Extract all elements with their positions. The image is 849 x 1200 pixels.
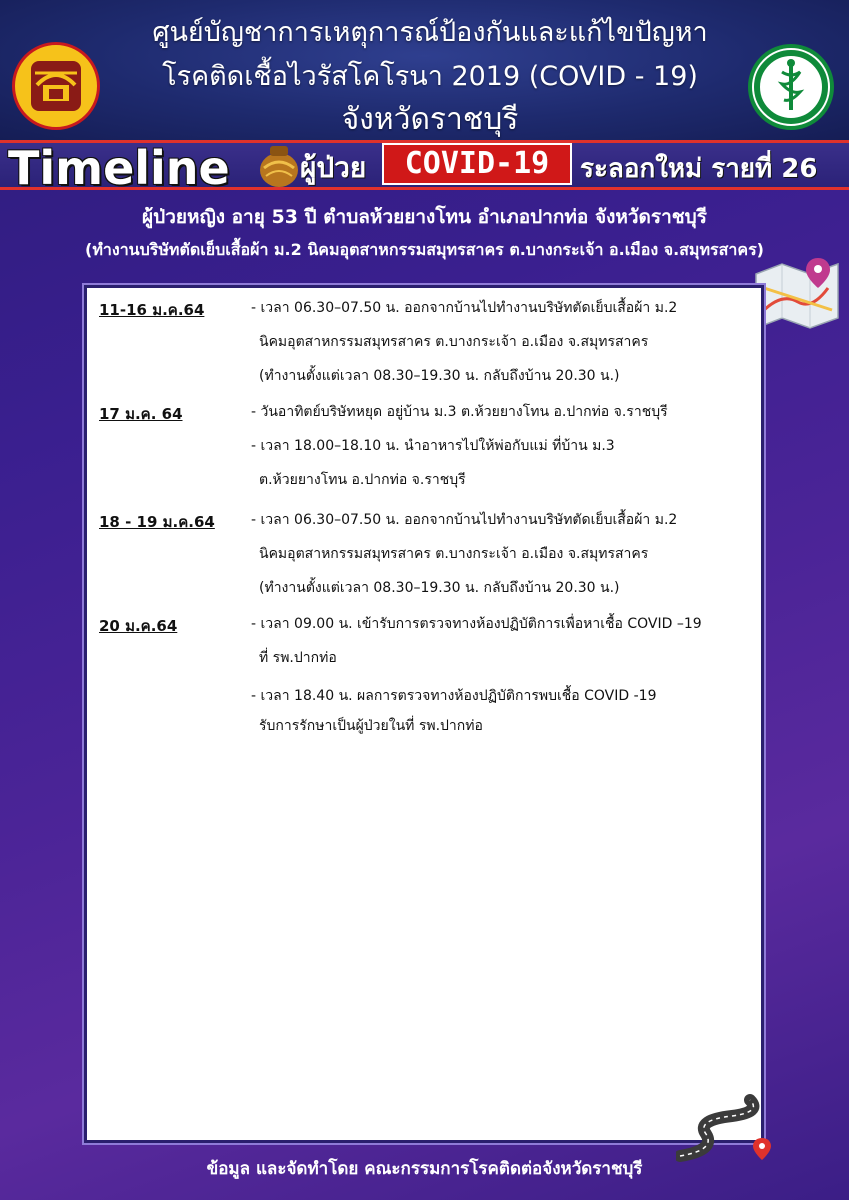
- covid-badge: COVID-19: [382, 143, 572, 185]
- timeline-detail: - เวลา 18.00–18.10 น. นำอาหารไปให้พ่อกับแม่ ที่บ้าน ม.3: [251, 438, 615, 454]
- timeline-date: 17 ม.ค. 64: [99, 405, 183, 423]
- page-header: [0, 0, 849, 140]
- timeline-date: 18 - 19 ม.ค.64: [99, 513, 215, 531]
- timeline-heading: Timeline: [8, 141, 230, 195]
- patient-workplace: (ทำงานบริษัทตัดเย็บเสื้อผ้า ม.2 นิคมอุตสาหกรรมสมุทรสาคร ต.บางกระเจ้า อ.เมือง จ.สมุทรสาคร): [85, 240, 764, 259]
- timeline-detail: รับการรักษาเป็นผู้ป่วยในที่ รพ.ปากท่อ: [259, 718, 483, 734]
- footer-credit: ข้อมูล และจัดทำโดย คณะกรรมการโรคติดต่อจังหวัดราชบุรี: [206, 1159, 643, 1179]
- timeline-detail: ต.ห้วยยางโทน อ.ปากท่อ จ.ราชบุรี: [259, 472, 466, 488]
- ministry-of-public-health-logo-icon: [748, 44, 834, 130]
- timeline-detail: - เวลา 06.30–07.50 น. ออกจากบ้านไปทำงานบริษัทตัดเย็บเสื้อผ้า ม.2: [251, 512, 678, 528]
- timeline-detail: นิคมอุตสาหกรรมสมุทรสาคร ต.บางกระเจ้า อ.เมือง จ.สมุทรสาคร: [259, 334, 649, 350]
- timeline-date: 20 ม.ค.64: [99, 617, 178, 635]
- ratchaburi-jar-icon: [256, 142, 302, 190]
- timeline-detail: ที่ รพ.ปากท่อ: [259, 650, 337, 666]
- timeline-panel: [84, 285, 764, 1143]
- province-name: จังหวัดราชบุรี: [341, 102, 519, 137]
- patient-label: ผู้ป่วย: [300, 151, 367, 184]
- provincial-seal-icon: [12, 42, 100, 130]
- patient-summary: ผู้ป่วยหญิง อายุ 53 ปี ตำบลห้วยยางโทน อำเภอปากท่อ จังหวัดราชบุรี: [142, 206, 707, 228]
- road-pin-icon: [676, 1090, 776, 1162]
- timeline-detail: - วันอาทิตย์บริษัทหยุด อยู่บ้าน ม.3 ต.ห้วยยางโทน อ.ปากท่อ จ.ราชบุรี: [251, 404, 668, 420]
- map-pin-icon: [752, 252, 842, 332]
- timeline-detail: - เวลา 09.00 น. เข้ารับการตรวจทางห้องปฏิบัติการเพื่อหาเชื้อ COVID –19: [251, 616, 702, 632]
- timeline-detail: นิคมอุตสาหกรรมสมุทรสาคร ต.บางกระเจ้า อ.เมือง จ.สมุทรสาคร: [259, 546, 649, 562]
- timeline-date: 11-16 ม.ค.64: [99, 301, 205, 319]
- timeline-detail: - เวลา 18.40 น. ผลการตรวจทางห้องปฏิบัติการพบเชื้อ COVID -19: [251, 688, 657, 704]
- timeline-detail: (ทำงานตั้งแต่เวลา 08.30–19.30 น. กลับถึงบ้าน 20.30 น.): [259, 368, 620, 384]
- case-number-label: ระลอกใหม่ รายที่ 26: [580, 154, 818, 184]
- timeline-detail: (ทำงานตั้งแต่เวลา 08.30–19.30 น. กลับถึงบ้าน 20.30 น.): [259, 580, 620, 596]
- center-name-line1: ศูนย์บัญชาการเหตุการณ์ป้องกันและแก้ไขปัญหา: [152, 17, 708, 48]
- timeline-detail: - เวลา 06.30–07.50 น. ออกจากบ้านไปทำงานบริษัทตัดเย็บเสื้อผ้า ม.2: [251, 300, 678, 316]
- center-name-line2: โรคติดเชื้อไวรัสโคโรนา 2019 (COVID - 19): [162, 61, 698, 92]
